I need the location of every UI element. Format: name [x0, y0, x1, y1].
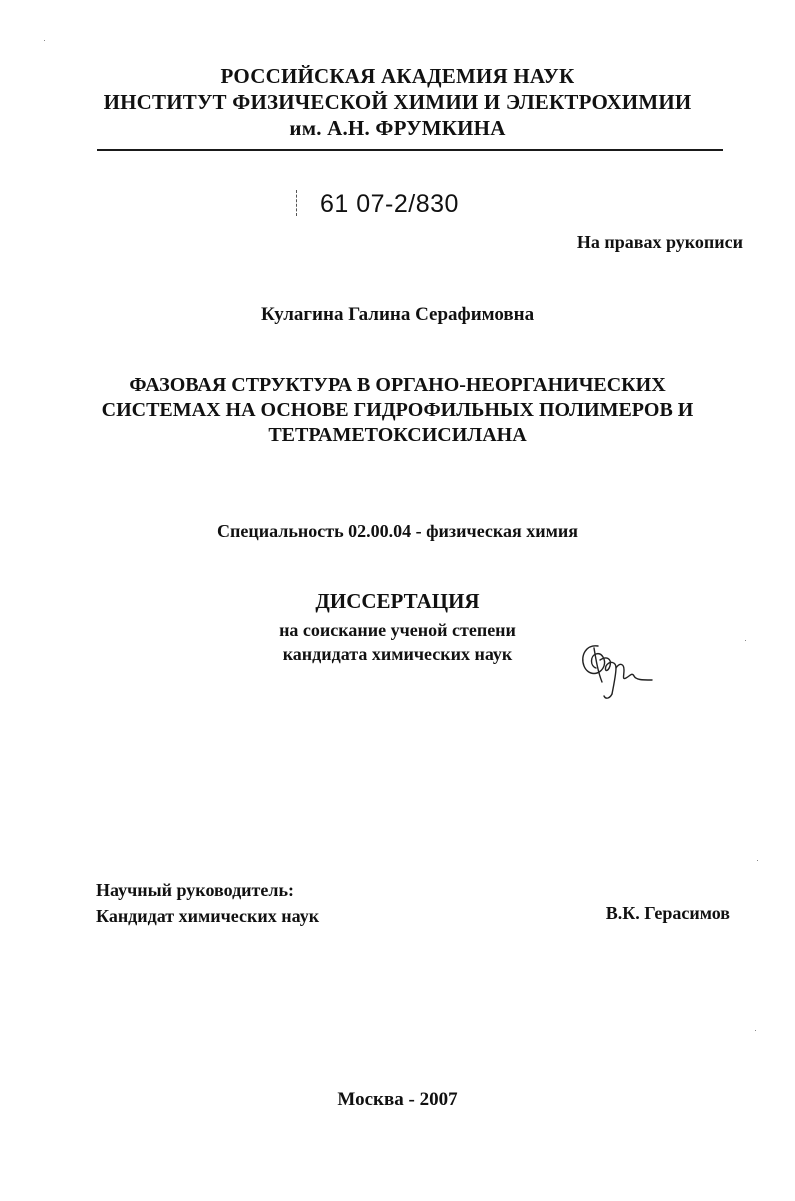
manuscript-rights-note: На правах рукописи [576, 232, 743, 252]
supervisor-name: В.К. Герасимов [605, 903, 730, 923]
scan-speck [755, 1030, 756, 1031]
header-line-named: им. А.Н. ФРУМКИНА [289, 116, 506, 140]
institution-header [0, 63, 795, 141]
specialty-line: Специальность 02.00.04 - физическая химия [217, 521, 578, 541]
dissertation-title [0, 373, 795, 448]
scan-speck [757, 860, 758, 861]
degree-line-1: на соискание ученой степени [279, 620, 516, 640]
supervisor-rank: Кандидат химических наук [96, 906, 320, 926]
title-line-1: ФАЗОВАЯ СТРУКТУРА В ОРГАНО-НЕОРГАНИЧЕСКИХ [129, 374, 666, 396]
scan-speck [44, 40, 45, 41]
header-line-academy: РОССИЙСКАЯ АКАДЕМИЯ НАУК [220, 64, 575, 88]
degree-line-2: кандидата химических наук [282, 644, 513, 664]
city-year: Москва - 2007 [337, 1089, 458, 1110]
library-stamp-number: 61 07-2/830 [320, 190, 459, 218]
supervisor-label: Научный руководитель: [96, 880, 294, 900]
degree-description [0, 618, 795, 666]
handwritten-signature-icon [576, 636, 656, 702]
title-line-2: СИСТЕМАХ НА ОСНОВЕ ГИДРОФИЛЬНЫХ ПОЛИМЕРОВ И [101, 399, 694, 421]
supervisor-block [96, 877, 319, 929]
scan-speck [745, 640, 746, 641]
document-type: ДИССЕРТАЦИЯ [315, 589, 480, 613]
header-divider [97, 149, 723, 151]
title-line-3: ТЕТРАМЕТОКСИСИЛАНА [268, 424, 527, 446]
stamp-margin-mark [296, 190, 297, 216]
header-line-institute: ИНСТИТУТ ФИЗИЧЕСКОЙ ХИМИИ И ЭЛЕКТРОХИМИИ [103, 90, 692, 114]
author-name: Кулагина Галина Серафимовна [260, 304, 535, 325]
